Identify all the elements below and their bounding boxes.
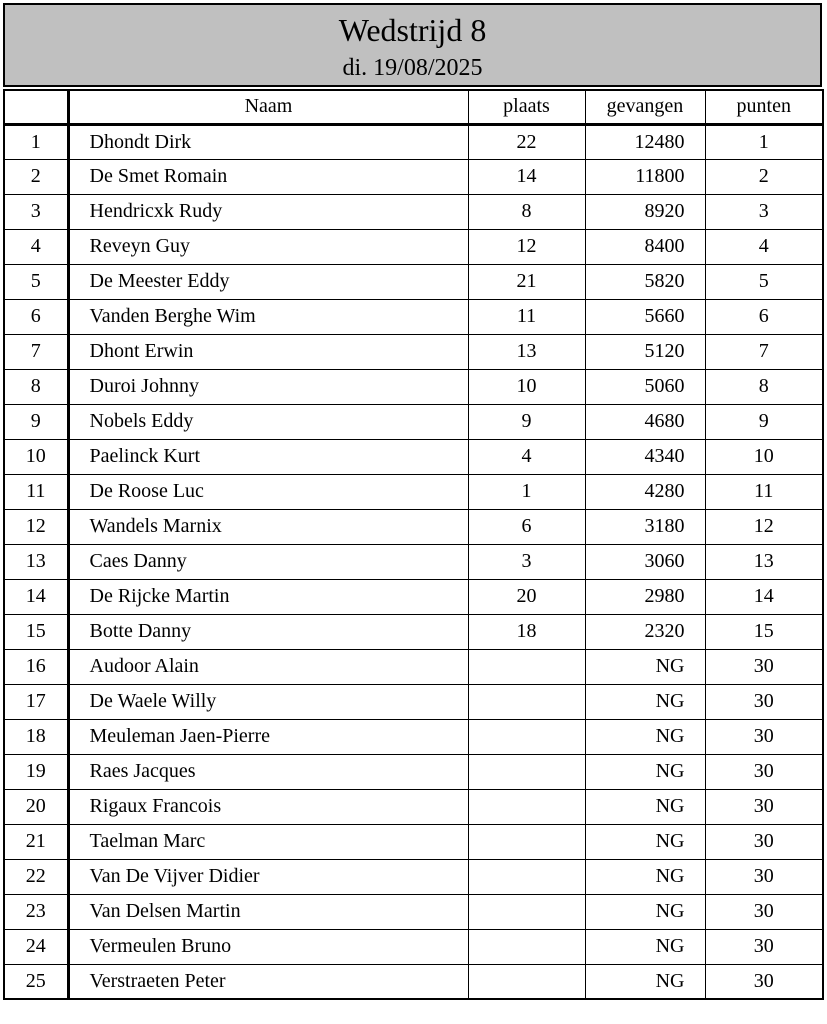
cell-gevangen: NG [585, 649, 705, 684]
table-row [4, 579, 823, 614]
cell-rank: 3 [4, 194, 68, 229]
cell-punten: 30 [705, 859, 823, 894]
table-row [4, 754, 823, 789]
cell-gevangen: 4280 [585, 474, 705, 509]
cell-gevangen: NG [585, 929, 705, 964]
cell-naam: Dhondt Dirk [68, 124, 468, 159]
cell-rank: 24 [4, 929, 68, 964]
cell-plaats [468, 754, 585, 789]
cell-rank: 20 [4, 789, 68, 824]
cell-punten: 4 [705, 229, 823, 264]
plaats-column-header: plaats [468, 90, 585, 124]
cell-naam: De Rijcke Martin [68, 579, 468, 614]
table-row [4, 789, 823, 824]
cell-rank: 16 [4, 649, 68, 684]
cell-naam: Taelman Marc [68, 824, 468, 859]
table-row [4, 824, 823, 859]
cell-naam: Raes Jacques [68, 754, 468, 789]
cell-plaats [468, 894, 585, 929]
cell-rank: 7 [4, 334, 68, 369]
cell-rank: 10 [4, 439, 68, 474]
table-row [4, 299, 823, 334]
cell-punten: 30 [705, 964, 823, 999]
cell-rank: 1 [4, 124, 68, 159]
cell-naam: De Smet Romain [68, 159, 468, 194]
table-row [4, 929, 823, 964]
cell-gevangen: NG [585, 824, 705, 859]
gevangen-column-header: gevangen [585, 90, 705, 124]
table-row [4, 159, 823, 194]
cell-plaats: 20 [468, 579, 585, 614]
cell-punten: 13 [705, 544, 823, 579]
cell-rank: 12 [4, 509, 68, 544]
cell-punten: 30 [705, 824, 823, 859]
cell-naam: Vermeulen Bruno [68, 929, 468, 964]
cell-gevangen: 11800 [585, 159, 705, 194]
table-row [4, 404, 823, 439]
cell-naam: Vanden Berghe Wim [68, 299, 468, 334]
cell-rank: 15 [4, 614, 68, 649]
cell-gevangen: NG [585, 684, 705, 719]
cell-naam: Duroi Johnny [68, 369, 468, 404]
cell-plaats [468, 964, 585, 999]
cell-plaats [468, 684, 585, 719]
table-row [4, 544, 823, 579]
cell-plaats [468, 824, 585, 859]
cell-naam: De Roose Luc [68, 474, 468, 509]
cell-rank: 8 [4, 369, 68, 404]
table-row [4, 649, 823, 684]
table-row [4, 439, 823, 474]
cell-plaats: 1 [468, 474, 585, 509]
table-row [4, 124, 823, 159]
table-row [4, 229, 823, 264]
cell-rank: 2 [4, 159, 68, 194]
cell-gevangen: 8920 [585, 194, 705, 229]
cell-naam: Verstraeten Peter [68, 964, 468, 999]
table-row [4, 509, 823, 544]
cell-naam: Caes Danny [68, 544, 468, 579]
cell-punten: 30 [705, 684, 823, 719]
cell-naam: Meuleman Jaen-Pierre [68, 719, 468, 754]
cell-punten: 2 [705, 159, 823, 194]
punten-column-header: punten [705, 90, 823, 124]
table-row [4, 334, 823, 369]
cell-naam: Reveyn Guy [68, 229, 468, 264]
cell-gevangen: 3060 [585, 544, 705, 579]
naam-column-header: Naam [68, 90, 468, 124]
cell-naam: Van Delsen Martin [68, 894, 468, 929]
cell-naam: Wandels Marnix [68, 509, 468, 544]
cell-plaats: 21 [468, 264, 585, 299]
cell-naam: Nobels Eddy [68, 404, 468, 439]
cell-plaats: 13 [468, 334, 585, 369]
cell-plaats [468, 929, 585, 964]
competition-date: di. 19/08/2025 [342, 55, 483, 81]
cell-naam: Paelinck Kurt [68, 439, 468, 474]
cell-punten: 14 [705, 579, 823, 614]
cell-plaats: 10 [468, 369, 585, 404]
cell-rank: 13 [4, 544, 68, 579]
cell-gevangen: 5820 [585, 264, 705, 299]
cell-punten: 6 [705, 299, 823, 334]
cell-naam: Dhont Erwin [68, 334, 468, 369]
cell-gevangen: NG [585, 789, 705, 824]
cell-rank: 11 [4, 474, 68, 509]
cell-punten: 30 [705, 929, 823, 964]
table-row [4, 474, 823, 509]
cell-plaats: 6 [468, 509, 585, 544]
cell-punten: 9 [705, 404, 823, 439]
cell-punten: 12 [705, 509, 823, 544]
cell-punten: 3 [705, 194, 823, 229]
cell-plaats: 12 [468, 229, 585, 264]
cell-rank: 22 [4, 859, 68, 894]
cell-punten: 30 [705, 789, 823, 824]
cell-naam: Botte Danny [68, 614, 468, 649]
cell-gevangen: NG [585, 894, 705, 929]
cell-punten: 7 [705, 334, 823, 369]
cell-plaats: 3 [468, 544, 585, 579]
cell-gevangen: 12480 [585, 124, 705, 159]
cell-gevangen: 4340 [585, 439, 705, 474]
cell-punten: 11 [705, 474, 823, 509]
cell-rank: 14 [4, 579, 68, 614]
cell-rank: 6 [4, 299, 68, 334]
cell-rank: 18 [4, 719, 68, 754]
cell-gevangen: 5120 [585, 334, 705, 369]
cell-punten: 5 [705, 264, 823, 299]
cell-naam: De Waele Willy [68, 684, 468, 719]
cell-naam: De Meester Eddy [68, 264, 468, 299]
cell-rank: 4 [4, 229, 68, 264]
cell-rank: 21 [4, 824, 68, 859]
cell-naam: Van De Vijver Didier [68, 859, 468, 894]
cell-punten: 30 [705, 894, 823, 929]
table-row [4, 684, 823, 719]
cell-gevangen: NG [585, 859, 705, 894]
cell-gevangen: 4680 [585, 404, 705, 439]
results-table [3, 89, 824, 1000]
table-row [4, 719, 823, 754]
table-row [4, 964, 823, 999]
cell-punten: 8 [705, 369, 823, 404]
cell-gevangen: NG [585, 754, 705, 789]
cell-plaats: 8 [468, 194, 585, 229]
cell-plaats: 4 [468, 439, 585, 474]
cell-rank: 23 [4, 894, 68, 929]
cell-gevangen: 8400 [585, 229, 705, 264]
table-row [4, 194, 823, 229]
cell-gevangen: 2320 [585, 614, 705, 649]
cell-plaats [468, 789, 585, 824]
table-row [4, 894, 823, 929]
cell-plaats [468, 719, 585, 754]
table-row [4, 614, 823, 649]
cell-plaats: 22 [468, 124, 585, 159]
table-header-row [4, 90, 823, 124]
cell-plaats [468, 859, 585, 894]
cell-plaats [468, 649, 585, 684]
cell-rank: 17 [4, 684, 68, 719]
cell-punten: 1 [705, 124, 823, 159]
cell-gevangen: 5060 [585, 369, 705, 404]
cell-naam: Rigaux Francois [68, 789, 468, 824]
cell-punten: 10 [705, 439, 823, 474]
cell-plaats: 14 [468, 159, 585, 194]
cell-rank: 9 [4, 404, 68, 439]
cell-rank: 19 [4, 754, 68, 789]
cell-gevangen: NG [585, 964, 705, 999]
cell-gevangen: 2980 [585, 579, 705, 614]
cell-plaats: 18 [468, 614, 585, 649]
cell-plaats: 9 [468, 404, 585, 439]
cell-gevangen: 5660 [585, 299, 705, 334]
cell-naam: Hendricxk Rudy [68, 194, 468, 229]
page-title: Wedstrijd 8 [338, 12, 487, 48]
cell-punten: 15 [705, 614, 823, 649]
cell-gevangen: NG [585, 719, 705, 754]
cell-punten: 30 [705, 754, 823, 789]
cell-punten: 30 [705, 649, 823, 684]
rank-column-header [4, 90, 68, 124]
table-row [4, 859, 823, 894]
cell-rank: 25 [4, 964, 68, 999]
cell-punten: 30 [705, 719, 823, 754]
cell-naam: Audoor Alain [68, 649, 468, 684]
table-row [4, 369, 823, 404]
cell-gevangen: 3180 [585, 509, 705, 544]
results-header [3, 3, 822, 87]
table-row [4, 264, 823, 299]
cell-rank: 5 [4, 264, 68, 299]
cell-plaats: 11 [468, 299, 585, 334]
